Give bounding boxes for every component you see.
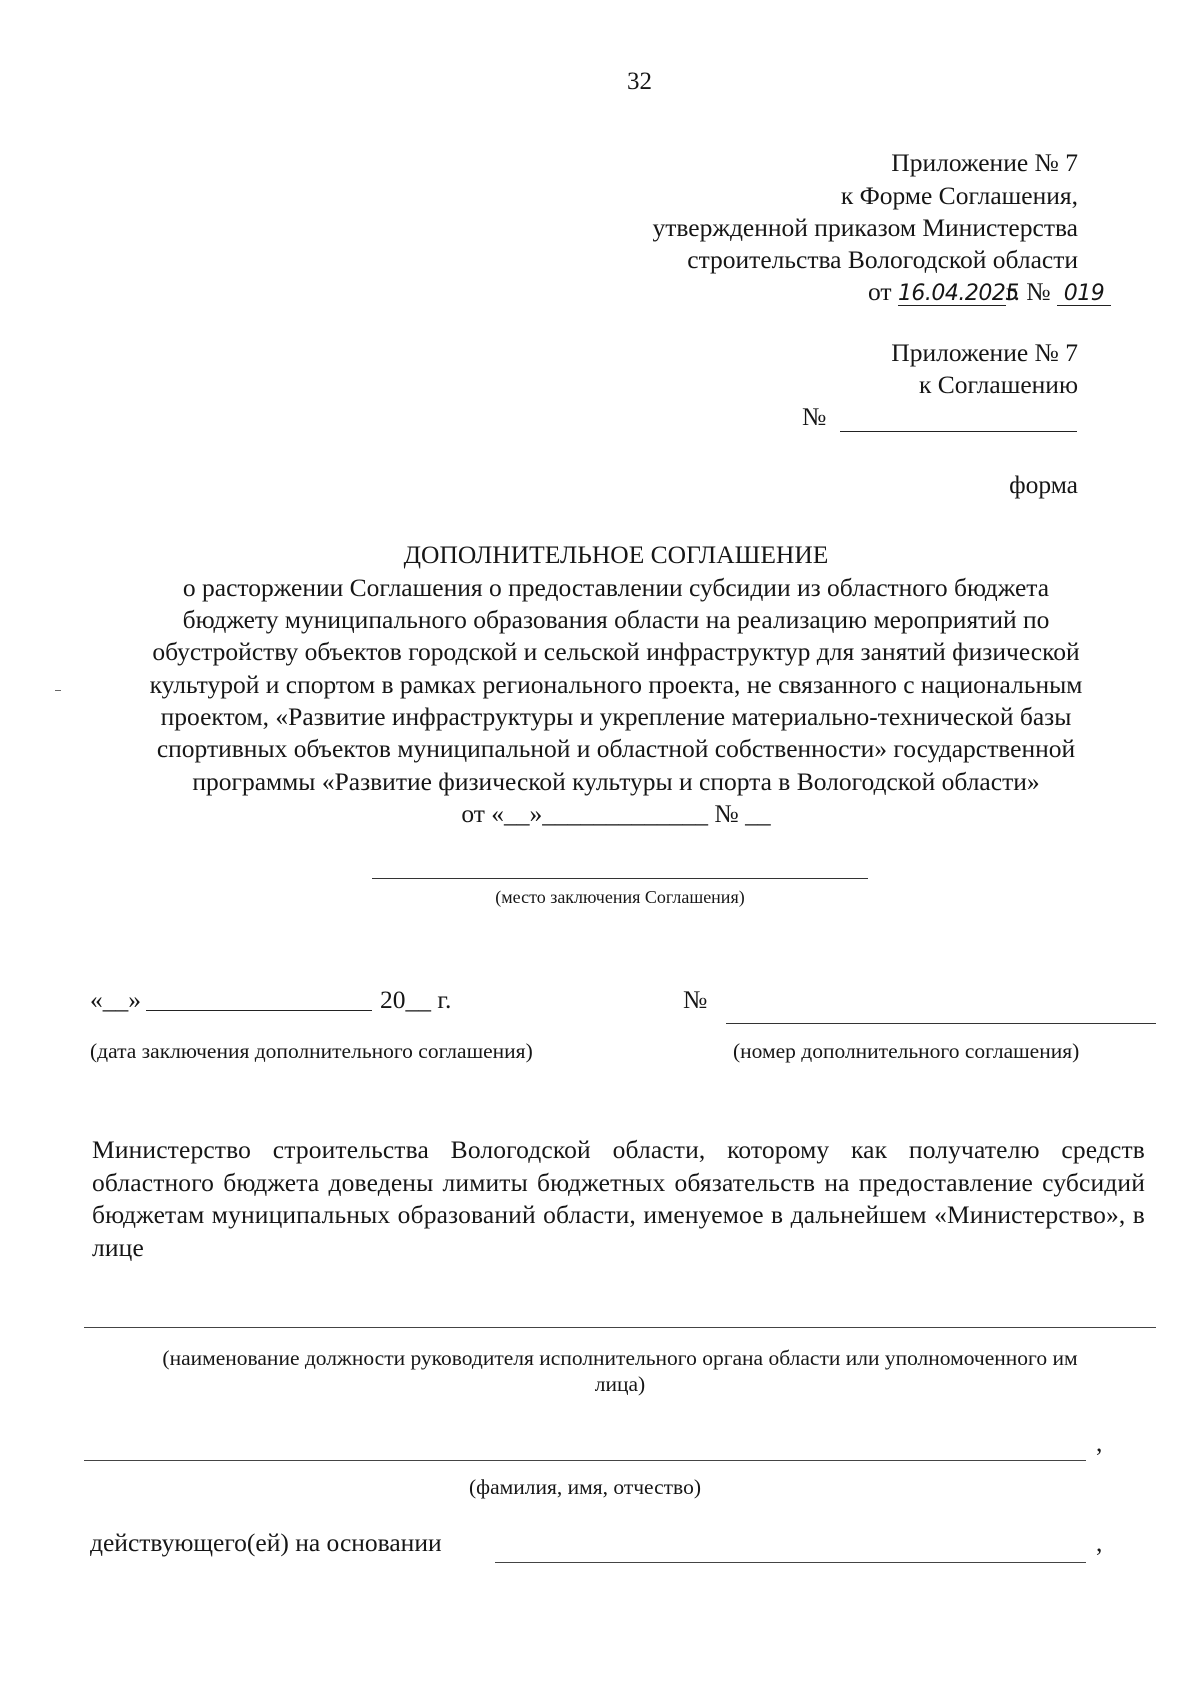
number-field-blank xyxy=(726,1023,1156,1024)
number-field-caption: (номер дополнительного соглашения) xyxy=(733,1039,1080,1063)
position-caption-line-2: лица) xyxy=(594,1372,646,1396)
number-prefix: г. № xyxy=(1005,277,1051,306)
appendix-number-label: № xyxy=(802,402,827,431)
header-line-2: к Форме Соглашения, xyxy=(840,181,1078,210)
header-line-4: строительства Вологодской области xyxy=(687,245,1078,274)
fio-caption: (фамилия, имя, отчество) xyxy=(469,1475,701,1499)
preamble-paragraph: Министерство строительства Вологодской области, которому как получателю средств областного бюджета доведены лимиты бюджетных обязательств на предоставление субсидий бюджетам муниципальных образований области, именуемое в дальнейшем «Министерство», в лице xyxy=(92,1135,1145,1262)
header-line-3: утвержденной приказом Министерства xyxy=(652,213,1078,242)
position-caption-line-1: (наименование должности руководителя исполнительного органа области или уполномоченного им xyxy=(162,1346,1078,1370)
form-label: форма xyxy=(1009,470,1078,499)
date-field-caption: (дата заключения дополнительного соглашения) xyxy=(90,1039,533,1063)
date-field-year: 20__ г. xyxy=(380,985,452,1014)
place-blank xyxy=(372,878,868,879)
header-line-1: Приложение № 7 xyxy=(891,148,1078,177)
fio-comma: , xyxy=(1096,1428,1103,1457)
title-line-5: проектом, «Развитие инфраструктуры и укрепление материально-технической базы xyxy=(160,702,1072,731)
date-prefix: от xyxy=(868,277,892,306)
handwritten-number: 019 xyxy=(1057,282,1111,306)
margin-speck xyxy=(55,690,61,691)
title-line-3: обустройству объектов городской и сельской инфраструктур для занятий физической xyxy=(152,637,1080,666)
position-blank xyxy=(84,1327,1156,1328)
place-caption: (место заключения Соглашения) xyxy=(495,887,745,907)
title-line-7: программы «Развитие физической культуры и спорта в Вологодской области» xyxy=(192,767,1040,796)
date-field-quotes: «__» xyxy=(90,985,141,1014)
header-approval-line xyxy=(868,277,1111,307)
title-date-line: от «__»_____________ № __ xyxy=(461,799,771,828)
basis-comma: , xyxy=(1096,1528,1103,1557)
basis-label: действующего(ей) на основании xyxy=(90,1528,442,1557)
appendix-line-1: Приложение № 7 xyxy=(891,338,1078,367)
number-field-label: № xyxy=(683,985,708,1014)
basis-blank xyxy=(495,1562,1086,1563)
title-line-1: о расторжении Соглашения о предоставлении субсидии из областного бюджета xyxy=(182,573,1050,602)
appendix-line-2: к Соглашению xyxy=(918,370,1078,399)
title-line-2: бюджету муниципального образования области на реализацию мероприятий по xyxy=(182,605,1050,634)
title-line-4: культурой и спортом в рамках регионального проекта, не связанного с национальным xyxy=(149,670,1083,699)
page-number: 32 xyxy=(627,68,652,95)
title-line-6: спортивных объектов муниципальной и областной собственности» государственной xyxy=(156,734,1076,763)
fio-blank xyxy=(84,1460,1086,1461)
handwritten-date: 16.04.2025 xyxy=(897,281,1019,306)
date-field-blank xyxy=(146,1010,372,1011)
appendix-number-blank xyxy=(840,431,1077,432)
document-heading: ДОПОЛНИТЕЛЬНОЕ СОГЛАШЕНИЕ xyxy=(403,540,829,569)
